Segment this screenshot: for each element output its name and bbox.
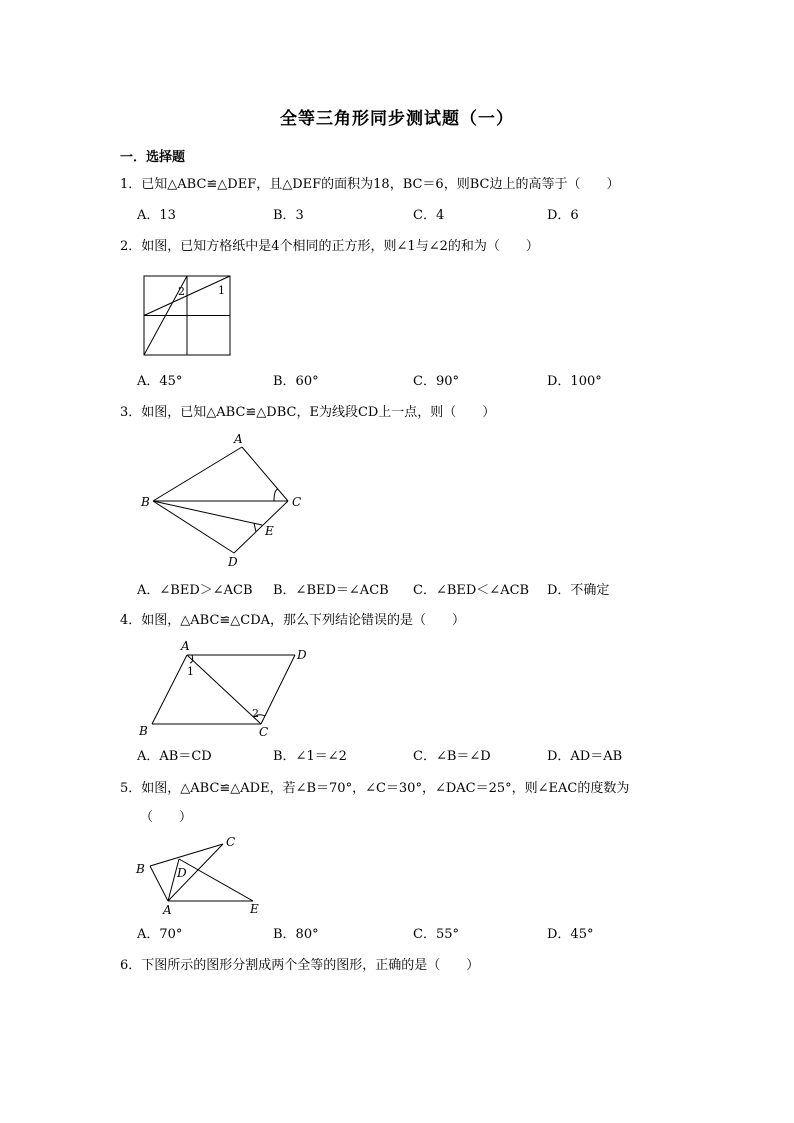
- segment-ba: [150, 866, 168, 901]
- q1-option-b[interactable]: B．3: [273, 208, 304, 223]
- point-a-label: A: [234, 432, 243, 446]
- point-c-label: C: [226, 835, 236, 849]
- segment-ba: [153, 447, 242, 501]
- q4-option-c[interactable]: C．∠B＝∠D: [413, 749, 491, 764]
- q4-option-d[interactable]: D．AD＝AB: [547, 749, 623, 764]
- q2-option-d[interactable]: D．100°: [547, 374, 602, 389]
- segment-cd: [234, 501, 288, 553]
- q3-option-a[interactable]: A．∠BED＞∠ACB: [137, 583, 253, 598]
- point-c-label: C: [292, 495, 302, 509]
- q2-grid-figure: [138, 270, 238, 362]
- question-1-stem: 1．已知△ABC≌△DEF，且△DEF的面积为18，BC＝6，则BC边上的高等于（ ）: [120, 177, 620, 192]
- question-4-stem: 4．如图，△ABC≌△CDA，那么下列结论错误的是（ ）: [120, 613, 466, 628]
- segment-bd: [153, 501, 234, 553]
- q1-option-d[interactable]: D．6: [547, 208, 579, 223]
- q5-triangle-figure: [132, 830, 272, 922]
- segment-ab: [152, 655, 187, 724]
- angle-2-label: 2: [252, 707, 259, 720]
- segment-ac: [242, 447, 288, 501]
- point-e-label: E: [250, 902, 259, 916]
- segment-dc: [261, 655, 295, 724]
- q3-option-d[interactable]: D．不确定: [547, 583, 610, 598]
- point-a-label: A: [181, 639, 190, 653]
- q5-option-a[interactable]: A．70°: [137, 927, 183, 942]
- point-a-label: A: [163, 903, 172, 917]
- angle-2-label: 2: [178, 285, 185, 298]
- q5-option-d[interactable]: D．45°: [547, 927, 594, 942]
- segment-de: [179, 859, 253, 901]
- point-b-label: B: [136, 862, 145, 876]
- q3-option-b[interactable]: B．∠BED＝∠ACB: [273, 583, 389, 598]
- point-b-label: B: [141, 495, 150, 509]
- angle-1-label: 1: [187, 665, 194, 678]
- q4-option-b[interactable]: B．∠1＝∠2: [273, 749, 347, 764]
- q2-option-b[interactable]: B．60°: [273, 374, 319, 389]
- segment-ac: [187, 655, 261, 724]
- page-title: 全等三角形同步测试题（一）: [280, 109, 514, 129]
- q4-parallelogram-figure: [135, 637, 315, 741]
- angle-1-label: 1: [218, 284, 225, 297]
- question-5-stem: 5．如图，△ABC≌△ADE，若∠B＝70°，∠C＝30°，∠DAC＝25°，则∠EAC的度数为: [120, 781, 630, 796]
- point-b-label: B: [139, 724, 148, 738]
- q3-option-c[interactable]: C．∠BED＜∠ACB: [413, 583, 530, 598]
- angle-bed-mark: [254, 523, 256, 532]
- q1-option-a[interactable]: A．13: [137, 208, 176, 223]
- question-6-stem: 6．下图所示的图形分割成两个全等的图形，正确的是（ ）: [120, 958, 480, 973]
- angle-acb-arc: [274, 489, 278, 501]
- question-5-stem-continued: （ ）: [140, 810, 193, 825]
- q4-option-a[interactable]: A．AB＝CD: [137, 749, 212, 764]
- point-d-label: D: [177, 866, 187, 880]
- q2-option-c[interactable]: C．90°: [413, 374, 459, 389]
- point-d-label: D: [228, 555, 238, 569]
- question-2-stem: 2．如图，已知方格纸中是4个相同的正方形，则∠1与∠2的和为（ ）: [120, 239, 539, 254]
- question-3-stem: 3．如图，已知△ABC≌△DBC，E为线段CD上一点，则（ ）: [120, 405, 496, 420]
- point-d-label: D: [297, 648, 307, 662]
- q5-option-b[interactable]: B．80°: [273, 927, 319, 942]
- q1-option-c[interactable]: C．4: [413, 208, 445, 223]
- q5-option-c[interactable]: C．55°: [413, 927, 459, 942]
- q2-option-a[interactable]: A．45°: [137, 374, 183, 389]
- section-heading: 一．选择题: [120, 150, 186, 165]
- point-e-label: E: [265, 524, 274, 538]
- q3-triangle-figure: [138, 428, 310, 570]
- segment-be: [153, 501, 262, 525]
- point-c-label: C: [259, 725, 269, 739]
